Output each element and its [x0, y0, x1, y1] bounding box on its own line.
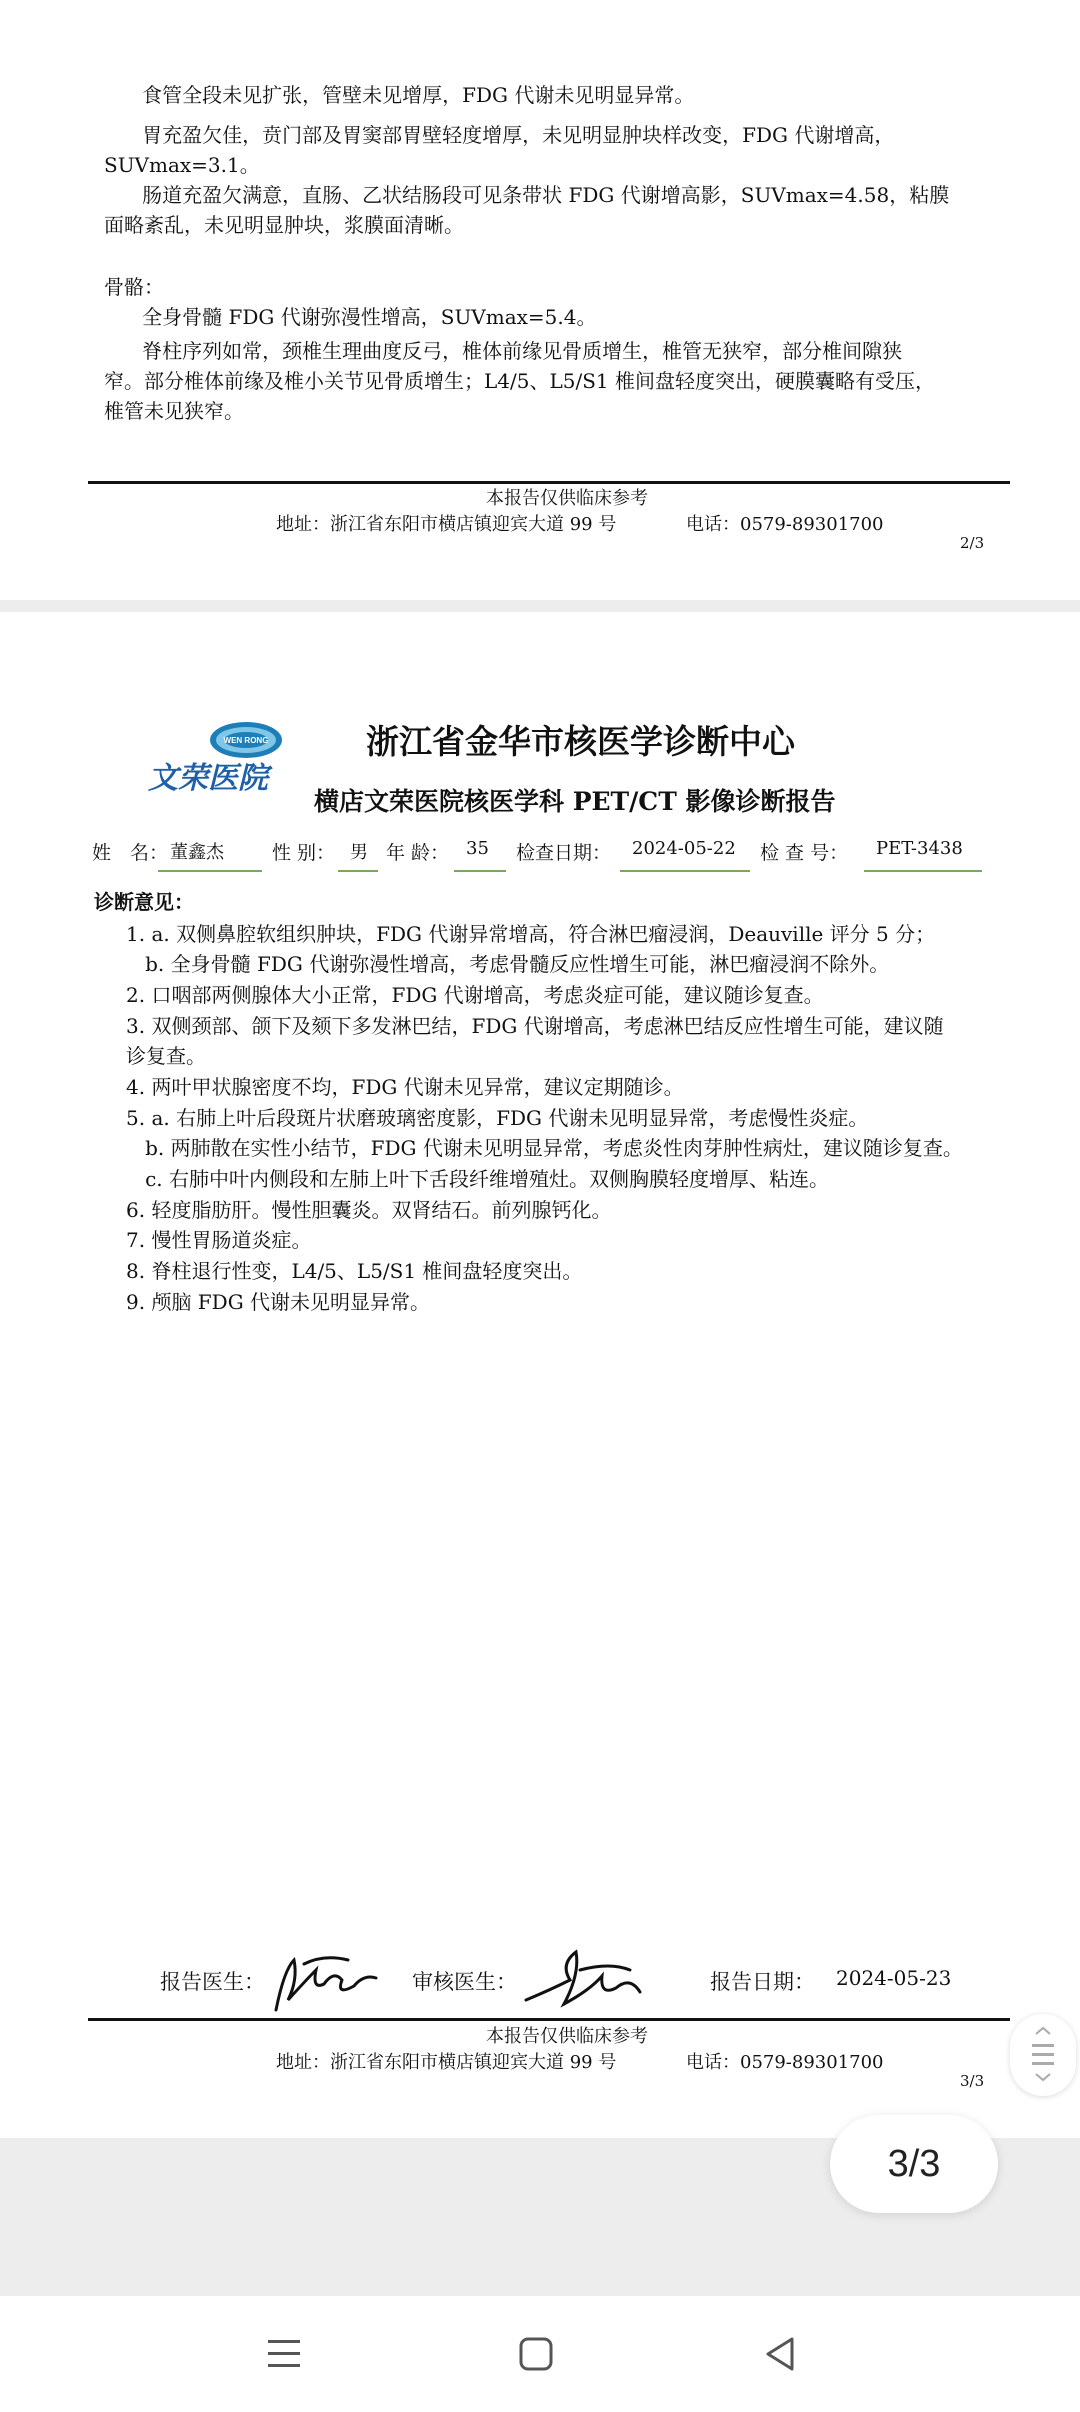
diagnosis-line: 9. 颅脑 FDG 代谢未见明显异常。 — [126, 1290, 431, 1314]
navigation-bar — [0, 2296, 1080, 2412]
diagnosis-line: b. 两肺散在实性小结节，FDG 代谢未见明显异常，考虑炎性肉芽肿性病灶，建议随诊复查。 — [126, 1136, 963, 1160]
back-icon[interactable] — [760, 2334, 800, 2374]
page-number: 2/3 — [960, 534, 985, 552]
footer-phone: 电话：0579-89301700 — [686, 2052, 884, 2073]
exam-date: 2024-05-22 — [632, 838, 736, 859]
doctor-signature — [264, 1940, 384, 2020]
logo-badge-text: WEN RONG — [223, 736, 269, 745]
page-number: 3/3 — [960, 2072, 985, 2090]
diagnosis-line: 8. 脊柱退行性变，L4/5、L5/S1 椎间盘轻度突出。 — [126, 1259, 583, 1283]
footer-address: 地址：浙江省东阳市横店镇迎宾大道 99 号 — [276, 514, 617, 535]
diagnosis-heading: 诊断意见： — [94, 890, 194, 914]
hospital-logo — [148, 716, 288, 796]
diagnosis-line: c. 右肺中叶内侧段和左肺上叶下舌段纤维增殖灶。双侧胸膜轻度增厚、粘连。 — [126, 1167, 829, 1191]
report-page-3 — [0, 612, 1080, 2138]
field-underline — [864, 870, 982, 872]
diagnosis-line: 诊复查。 — [126, 1044, 206, 1068]
field-underline — [620, 870, 750, 872]
report-subtitle: 横店文荣医院核医学科 PET/CT 影像诊断报告 — [314, 787, 836, 816]
page2-line: 椎管未见狭窄。 — [104, 399, 244, 423]
patient-name: 董鑫杰 — [170, 842, 224, 863]
home-icon[interactable] — [516, 2334, 556, 2374]
exam-id-label: 检 查 号： — [760, 842, 849, 864]
page2-line: 面略紊乱，未见明显肿块，浆膜面清晰。 — [104, 213, 464, 237]
field-underline — [158, 870, 262, 872]
footer-phone: 电话：0579-89301700 — [686, 514, 884, 535]
patient-age: 35 — [466, 838, 489, 859]
age-label: 年 龄： — [386, 842, 450, 864]
diagnosis-line: 2. 口咽部两侧腺体大小正常，FDG 代谢增高，考虑炎症可能，建议随诊复查。 — [126, 983, 824, 1007]
footer-address: 地址：浙江省东阳市横店镇迎宾大道 99 号 — [276, 2052, 617, 2073]
report-title: 浙江省金华市核医学诊断中心 — [366, 722, 795, 761]
report-date: 2024-05-23 — [836, 1966, 952, 1990]
patient-sex: 男 — [350, 842, 368, 863]
page2-line: 全身骨髓 FDG 代谢弥漫性增高，SUVmax=5.4。 — [104, 305, 597, 329]
logo-text: 文荣医院 — [148, 761, 268, 796]
page2-line: 骨骼： — [104, 275, 164, 299]
page2-line: 食管全段未见扩张，管壁未见增厚，FDG 代谢未见明显异常。 — [104, 83, 695, 107]
name-label: 姓 名： — [92, 842, 169, 864]
scroll-handle[interactable] — [1010, 2014, 1076, 2096]
page-indicator[interactable]: 3/3 — [830, 2115, 998, 2213]
diagnosis-line: 4. 两叶甲状腺密度不均，FDG 代谢未见异常，建议定期随诊。 — [126, 1075, 684, 1099]
page2-line: 窄。部分椎体前缘及椎小关节见骨质增生；L4/5、L5/S1 椎间盘轻度突出，硬膜囊略有受压， — [104, 369, 935, 393]
diagnosis-line: 6. 轻度脂肪肝。慢性胆囊炎。双肾结石。前列腺钙化。 — [126, 1198, 612, 1222]
footer-note: 本报告仅供临床参考 — [486, 488, 648, 509]
page2-line: 胃充盈欠佳，贲门部及胃窦部胃壁轻度增厚，未见明显肿块样改变，FDG 代谢增高， — [104, 123, 895, 147]
exam-id: PET-3438 — [876, 838, 963, 859]
menu-icon[interactable] — [264, 2334, 304, 2374]
field-underline — [338, 870, 378, 872]
footer-divider — [88, 2018, 1010, 2021]
sex-label: 性 别： — [272, 842, 336, 864]
exam-date-label: 检查日期： — [516, 842, 612, 864]
diagnosis-line: 7. 慢性胃肠道炎症。 — [126, 1228, 312, 1252]
page2-line: SUVmax=3.1。 — [104, 153, 260, 177]
drag-handle-icon — [1010, 2014, 1076, 2096]
diagnosis-line: b. 全身骨髓 FDG 代谢弥漫性增高，考虑骨髓反应性增生可能，淋巴瘤浸润不除外。 — [126, 952, 890, 976]
page2-line: 脊柱序列如常，颈椎生理曲度反弓，椎体前缘见骨质增生，椎管无狭窄，部分椎间隙狭 — [104, 339, 903, 363]
reviewer-label: 审核医生： — [412, 1970, 517, 1994]
report-date-label: 报告日期： — [710, 1970, 815, 1994]
diagnosis-line: 1. a. 双侧鼻腔软组织肿块，FDG 代谢异常增高，符合淋巴瘤浸润，Deauville 评分 5 分； — [126, 922, 936, 946]
page2-line: 肠道充盈欠满意，直肠、乙状结肠段可见条带状 FDG 代谢增高影，SUVmax=4.58，粘膜 — [104, 183, 950, 207]
reviewer-signature — [520, 1940, 650, 2020]
field-underline — [454, 870, 506, 872]
report-page-2 — [0, 0, 1080, 600]
diagnosis-line: 3. 双侧颈部、颌下及颏下多发淋巴结，FDG 代谢增高，考虑淋巴结反应性增生可能，建议随 — [126, 1014, 944, 1038]
report-doctor-label: 报告医生： — [160, 1970, 265, 1994]
footer-note: 本报告仅供临床参考 — [486, 2026, 648, 2047]
diagnosis-line: 5. a. 右肺上叶后段斑片状磨玻璃密度影，FDG 代谢未见明显异常，考虑慢性炎症。 — [126, 1106, 869, 1130]
